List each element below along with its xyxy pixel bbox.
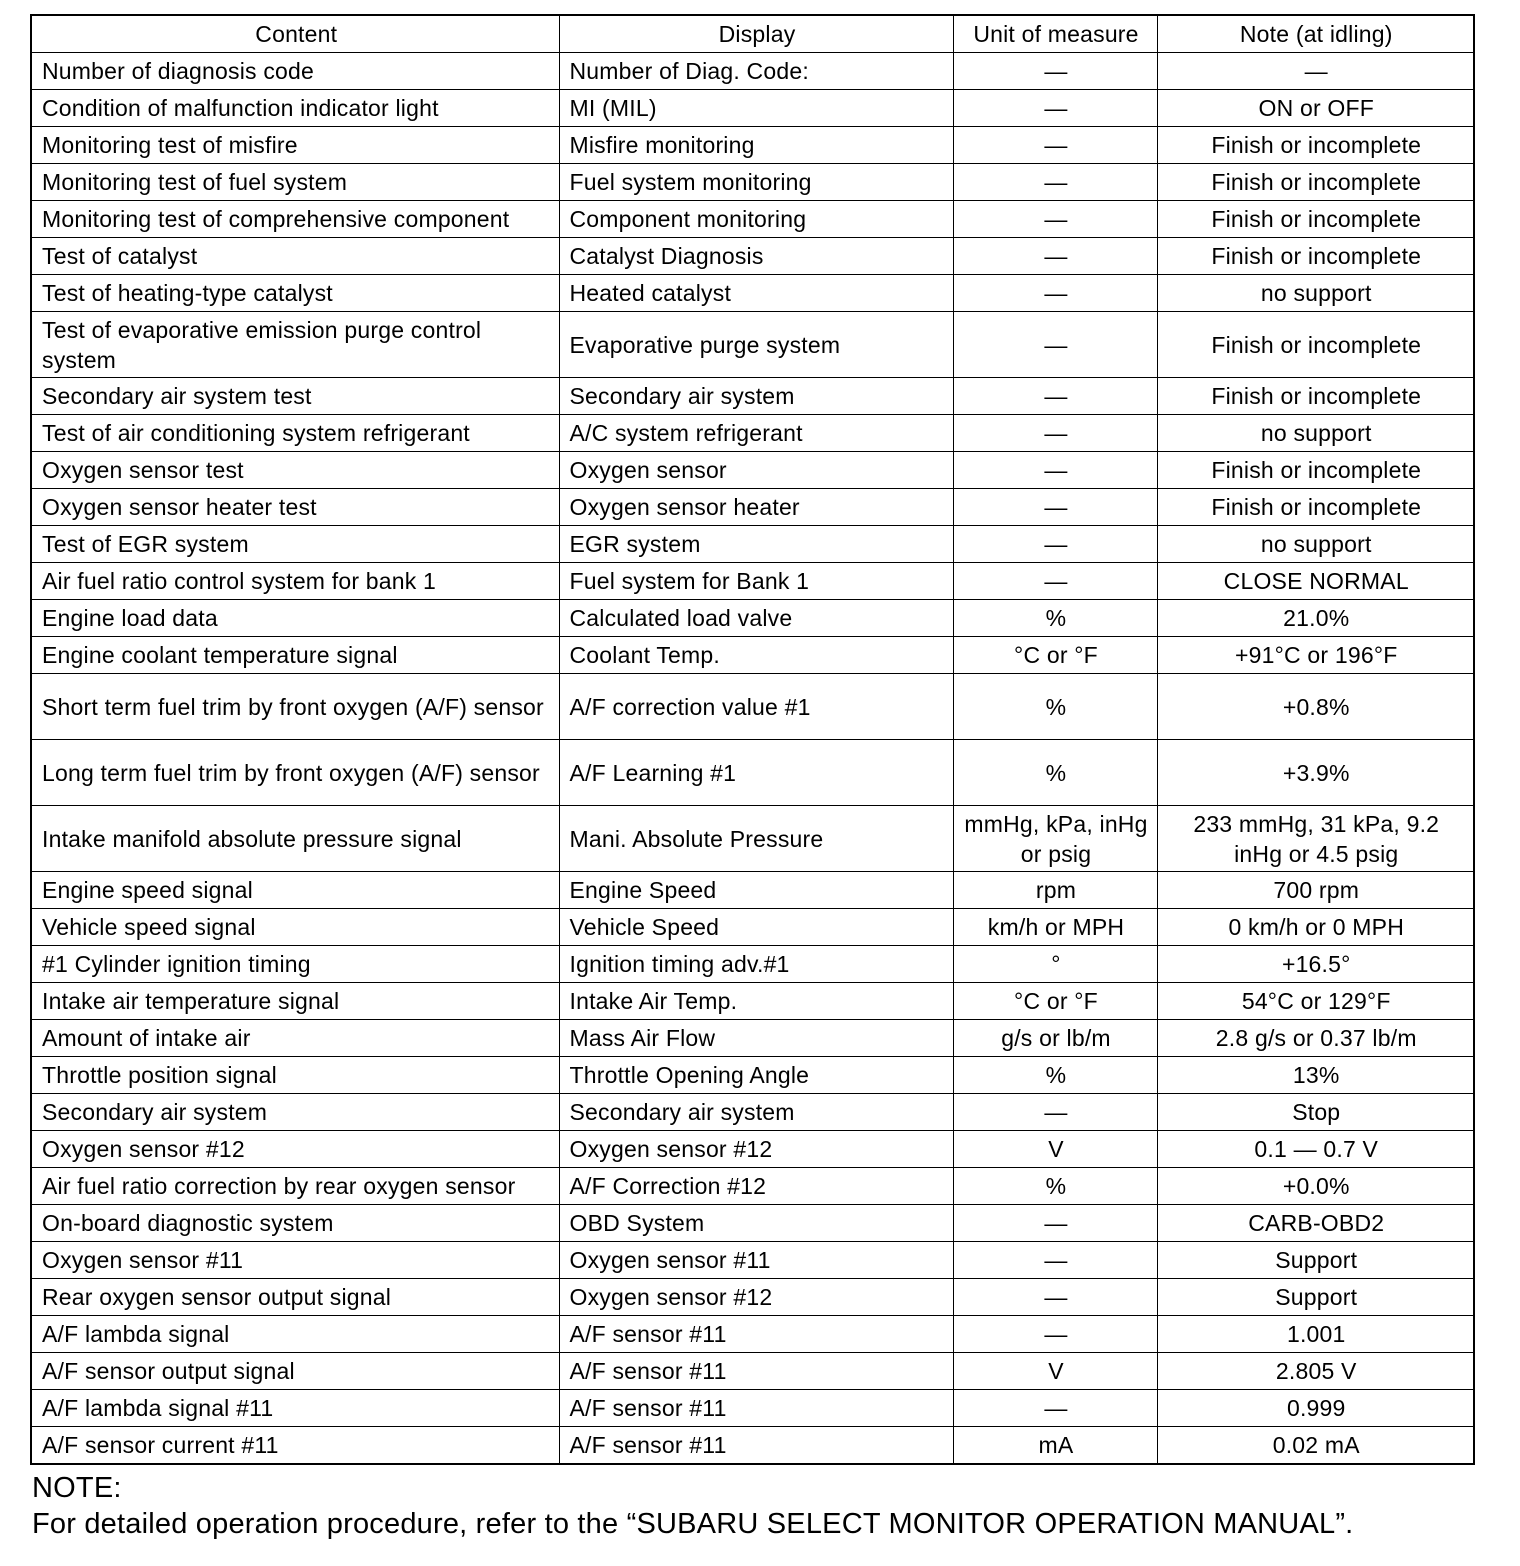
cell-content: A/F sensor output signal [31,1353,559,1390]
cell-display: A/F sensor #11 [559,1390,953,1427]
table-row [31,872,1474,909]
cell-content: #1 Cylinder ignition timing [31,946,559,983]
data-table [30,14,1475,1465]
cell-unit: — [953,90,1157,127]
cell-note: Support [1157,1242,1474,1279]
cell-unit: — [953,1316,1157,1353]
table-row [31,489,1474,526]
table-row [31,946,1474,983]
cell-unit: — [953,201,1157,238]
table-row [31,1316,1474,1353]
cell-content: Short term fuel trim by front oxygen (A/F) sensor [31,674,559,740]
cell-unit: mmHg, kPa, inHg or psig [953,806,1157,872]
table-row [31,1094,1474,1131]
cell-note: 0 km/h or 0 MPH [1157,909,1474,946]
cell-content: Test of evaporative emission purge control system [31,312,559,378]
header-note: Note (at idling) [1157,15,1474,53]
cell-unit: — [953,378,1157,415]
cell-content: Secondary air system test [31,378,559,415]
cell-display: A/F sensor #11 [559,1353,953,1390]
cell-content: Air fuel ratio correction by rear oxygen sensor [31,1168,559,1205]
cell-unit: rpm [953,872,1157,909]
table-row [31,312,1474,378]
cell-content: Intake manifold absolute pressure signal [31,806,559,872]
cell-note: no support [1157,526,1474,563]
cell-content: Test of catalyst [31,238,559,275]
table-row [31,1057,1474,1094]
cell-display: Vehicle Speed [559,909,953,946]
cell-display: Oxygen sensor [559,452,953,489]
cell-content: Engine load data [31,600,559,637]
cell-note: — [1157,53,1474,90]
cell-note: Finish or incomplete [1157,201,1474,238]
cell-content: On-board diagnostic system [31,1205,559,1242]
cell-note: Finish or incomplete [1157,238,1474,275]
cell-display: A/F Correction #12 [559,1168,953,1205]
cell-unit: — [953,563,1157,600]
table-row [31,1427,1474,1465]
table-row [31,1020,1474,1057]
note-text: For detailed operation procedure, refer to the “SUBARU SELECT MONITOR OPERATION MANUAL”. [32,1508,1354,1540]
cell-note: no support [1157,415,1474,452]
cell-display: Misfire monitoring [559,127,953,164]
cell-content: Long term fuel trim by front oxygen (A/F) sensor [31,740,559,806]
table-row [31,637,1474,674]
cell-unit: % [953,1057,1157,1094]
cell-display: A/C system refrigerant [559,415,953,452]
cell-unit: — [953,1390,1157,1427]
cell-unit: g/s or lb/m [953,1020,1157,1057]
cell-note: Stop [1157,1094,1474,1131]
cell-display: Ignition timing adv.#1 [559,946,953,983]
table-row [31,1168,1474,1205]
table-header-row [31,15,1474,53]
cell-unit: ° [953,946,1157,983]
cell-note: 13% [1157,1057,1474,1094]
cell-display: Oxygen sensor heater [559,489,953,526]
cell-note: 0.999 [1157,1390,1474,1427]
table-row [31,53,1474,90]
cell-note: Finish or incomplete [1157,312,1474,378]
cell-display: Oxygen sensor #11 [559,1242,953,1279]
cell-display: Secondary air system [559,1094,953,1131]
header-unit: Unit of measure [953,15,1157,53]
table-row [31,1205,1474,1242]
cell-unit: °C or °F [953,637,1157,674]
cell-note: Support [1157,1279,1474,1316]
cell-unit: — [953,53,1157,90]
cell-display: Throttle Opening Angle [559,1057,953,1094]
cell-display: Mass Air Flow [559,1020,953,1057]
cell-unit: — [953,452,1157,489]
cell-display: A/F sensor #11 [559,1427,953,1465]
table-row [31,674,1474,740]
cell-content: Secondary air system [31,1094,559,1131]
cell-unit: mA [953,1427,1157,1465]
cell-content: Air fuel ratio control system for bank 1 [31,563,559,600]
cell-unit: — [953,1094,1157,1131]
table-row [31,127,1474,164]
cell-content: Monitoring test of misfire [31,127,559,164]
table-row [31,600,1474,637]
table-row [31,275,1474,312]
cell-content: Condition of malfunction indicator light [31,90,559,127]
table-row [31,1242,1474,1279]
cell-content: A/F sensor current #11 [31,1427,559,1465]
cell-content: Test of heating-type catalyst [31,275,559,312]
cell-unit: — [953,526,1157,563]
table-row [31,909,1474,946]
cell-display: Mani. Absolute Pressure [559,806,953,872]
table-row [31,563,1474,600]
table-row [31,806,1474,872]
cell-unit: V [953,1353,1157,1390]
cell-note: +16.5° [1157,946,1474,983]
cell-content: A/F lambda signal [31,1316,559,1353]
cell-content: Intake air temperature signal [31,983,559,1020]
cell-content: Rear oxygen sensor output signal [31,1279,559,1316]
cell-unit: °C or °F [953,983,1157,1020]
cell-content: Test of air conditioning system refrigerant [31,415,559,452]
cell-display: A/F sensor #11 [559,1316,953,1353]
cell-content: Oxygen sensor #12 [31,1131,559,1168]
cell-note: 1.001 [1157,1316,1474,1353]
cell-unit: — [953,1279,1157,1316]
cell-content: Number of diagnosis code [31,53,559,90]
cell-content: Monitoring test of comprehensive component [31,201,559,238]
note-heading: NOTE: [32,1472,122,1504]
header-content: Content [31,15,559,53]
cell-note: 54°C or 129°F [1157,983,1474,1020]
cell-unit: — [953,275,1157,312]
table-row [31,90,1474,127]
cell-unit: — [953,489,1157,526]
cell-display: A/F Learning #1 [559,740,953,806]
cell-content: Amount of intake air [31,1020,559,1057]
cell-display: Catalyst Diagnosis [559,238,953,275]
header-display: Display [559,15,953,53]
cell-note: no support [1157,275,1474,312]
cell-display: Calculated load valve [559,600,953,637]
table-row [31,415,1474,452]
cell-note: 2.8 g/s or 0.37 lb/m [1157,1020,1474,1057]
cell-note: +91°C or 196°F [1157,637,1474,674]
note-block [32,1470,1502,1542]
cell-content: Oxygen sensor heater test [31,489,559,526]
cell-content: Oxygen sensor test [31,452,559,489]
cell-display: Engine Speed [559,872,953,909]
cell-note: 2.805 V [1157,1353,1474,1390]
cell-note: +0.0% [1157,1168,1474,1205]
cell-display: Number of Diag. Code: [559,53,953,90]
cell-note: CLOSE NORMAL [1157,563,1474,600]
cell-content: Engine speed signal [31,872,559,909]
table-row [31,526,1474,563]
cell-display: Fuel system for Bank 1 [559,563,953,600]
cell-content: Engine coolant temperature signal [31,637,559,674]
cell-note: Finish or incomplete [1157,452,1474,489]
cell-unit: % [953,600,1157,637]
cell-display: A/F correction value #1 [559,674,953,740]
cell-note: +3.9% [1157,740,1474,806]
cell-unit: — [953,1205,1157,1242]
cell-unit: % [953,1168,1157,1205]
cell-note: 21.0% [1157,600,1474,637]
cell-note: Finish or incomplete [1157,164,1474,201]
table-row [31,164,1474,201]
cell-note: 0.1 — 0.7 V [1157,1131,1474,1168]
cell-note: 0.02 mA [1157,1427,1474,1465]
cell-display: Component monitoring [559,201,953,238]
cell-unit: — [953,1242,1157,1279]
cell-note: CARB-OBD2 [1157,1205,1474,1242]
cell-unit: — [953,312,1157,378]
cell-note: +0.8% [1157,674,1474,740]
table-body [31,53,1474,1465]
cell-content: Monitoring test of fuel system [31,164,559,201]
cell-display: Heated catalyst [559,275,953,312]
cell-note: ON or OFF [1157,90,1474,127]
cell-unit: — [953,164,1157,201]
cell-note: 700 rpm [1157,872,1474,909]
cell-display: Coolant Temp. [559,637,953,674]
table-row [31,1279,1474,1316]
cell-note: Finish or incomplete [1157,378,1474,415]
cell-content: A/F lambda signal #11 [31,1390,559,1427]
cell-unit: — [953,238,1157,275]
cell-content: Test of EGR system [31,526,559,563]
cell-display: Fuel system monitoring [559,164,953,201]
table-row [31,201,1474,238]
cell-display: OBD System [559,1205,953,1242]
cell-content: Vehicle speed signal [31,909,559,946]
cell-content: Throttle position signal [31,1057,559,1094]
cell-display: MI (MIL) [559,90,953,127]
cell-unit: — [953,127,1157,164]
table-row [31,238,1474,275]
cell-display: Oxygen sensor #12 [559,1279,953,1316]
cell-unit: % [953,674,1157,740]
cell-note: Finish or incomplete [1157,127,1474,164]
cell-unit: km/h or MPH [953,909,1157,946]
table-row [31,452,1474,489]
table-row [31,1390,1474,1427]
table-row [31,740,1474,806]
cell-display: Secondary air system [559,378,953,415]
cell-unit: V [953,1131,1157,1168]
cell-content: Oxygen sensor #11 [31,1242,559,1279]
table-row [31,983,1474,1020]
table-row [31,1353,1474,1390]
cell-unit: — [953,415,1157,452]
table-row [31,1131,1474,1168]
cell-display: Evaporative purge system [559,312,953,378]
cell-note: 233 mmHg, 31 kPa, 9.2 inHg or 4.5 psig [1157,806,1474,872]
cell-display: Oxygen sensor #12 [559,1131,953,1168]
cell-note: Finish or incomplete [1157,489,1474,526]
cell-display: Intake Air Temp. [559,983,953,1020]
cell-display: EGR system [559,526,953,563]
cell-unit: % [953,740,1157,806]
table-row [31,378,1474,415]
